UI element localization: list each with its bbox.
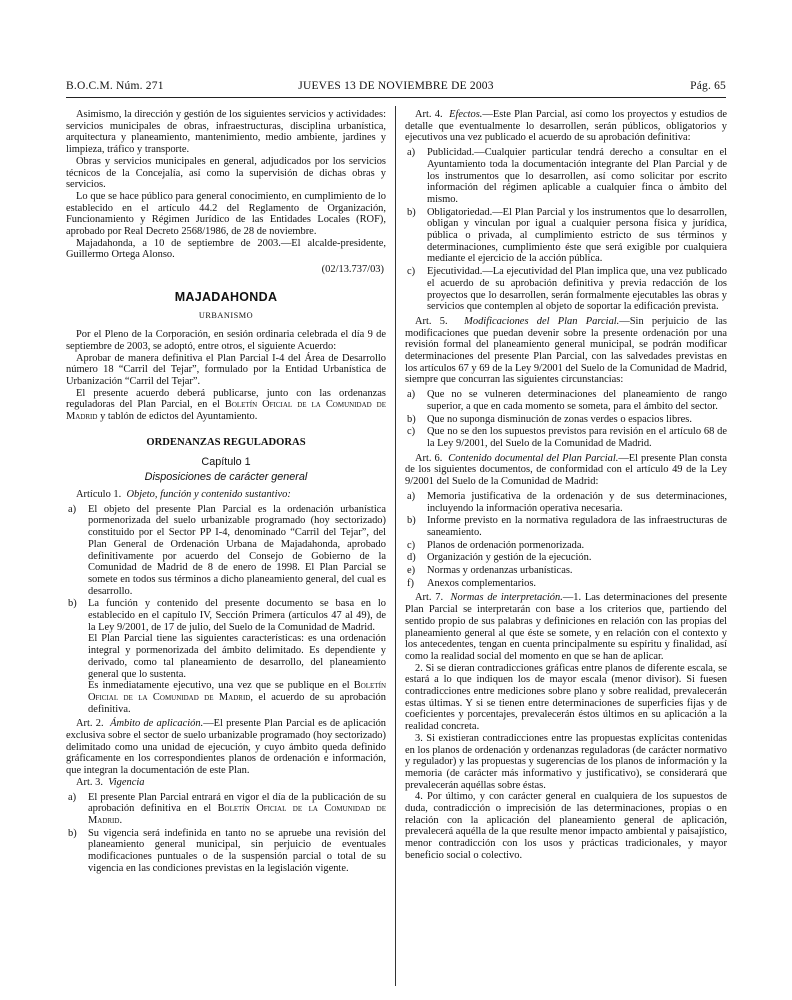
article-title: Vigencia [108,776,145,788]
article-title: Objeto, función y contenido sustantivo: [126,488,291,500]
item-label: b) [407,515,416,527]
item-label: d) [407,552,416,564]
chapter-title: Disposiciones de carácter general [144,471,308,484]
item-label: b) [68,598,77,610]
left-column [66,109,386,877]
item-text: Normas y ordenanzas urbanísticas. [427,565,573,577]
page-number: Pág. 65 [690,80,726,92]
paragraph: 2. Si se dieran contradicciones gráficas entre planos de diferente escala, se estará a lo que indiquen los de mayor escala (menor divisor). Si fuesen contradicciones entre mediciones sobre plano y sobre realidad, prevalecerán estas últimas. Y si se tienen entre determinaciones de superficies fijas y de coeficientes y porcentajes, prevalecerán éstos últimos en su aplicación a la realidad concreta. [405,662,727,733]
article-number: Art. 6. [415,452,443,464]
text-run: Es inmediatamente ejecutivo, una vez que se publique en el [88,680,354,692]
paragraph [66,388,386,423]
article-number: Art. 5. [415,315,448,327]
article-paragraph [405,316,727,386]
text-run: . [119,814,123,826]
article-5-items [405,389,727,450]
item-text: El objeto del presente Plan Parcial es la ordenación urbanística pormenorizada del suelo urbanizable programado (hoy sectorizado) constituido por el Sector PP I-4, denominado “Carril del Tejar”, del Plan General de Ordenación Urbana de Majadahonda, aprobado definitivamente por acuerdo del Consejo de Gobierno de la Comunidad de Madrid de 8 de enero de 1998. El Plan Parcial se somete en todos sus términos a dicho planeamiento general, del cual es desarrollo. [88,503,386,597]
item-label: a) [68,791,77,803]
paragraph: Asimismo, la dirección y gestión de los siguientes servicios y actividades: servicios municipales de obras, infraestructuras, disciplina urbanística, arquitectura y planeamiento, mantenimiento, medio ambiente, jardines y limpieza, tráfico y transporte. [66,109,386,156]
list-item [405,389,727,412]
article-title: Efectos. [449,109,483,120]
paragraph: 4. Por último, y con carácter general en cualquiera de los supuestos de duda, contradicción o imprecisión de las determinaciones, propias o en relación con la aplicación del planeamiento general de aplicación, prevalecerá aquélla de la que resulte menor impacto ambiental y paisajístico, menor contradicción con los usos y prácticas tradicionales, y mayor beneficio social o colectivo. [405,791,727,861]
article-heading [66,489,386,501]
article-text: —El presente Plan Parcial es de aplicación exclusiva sobre el sector de suelo urbanizable programado (hoy sectorizado) delimitado como una unidad de ejecución, y cuyo ámbito queda definido gráficamente en los correspondientes planos de ordenación e información, que integran la documentación de este Plan. [66,718,387,777]
list-item [405,266,727,313]
item-label: c) [407,539,416,551]
list-item [66,504,386,598]
item-label: a) [407,147,416,159]
article-text: —1. Las determinaciones del presente Plan Parcial se interpretarán con base a los criterios que, partiendo del sentido propio de sus palabras y definiciones en relación con las propias del planeamiento general al que éste se somete, y en relación con el contexto y los antecedentes, tengan en cuenta principalmente su espíritu y finalidad, así como la realidad social del momento en que se han de aplicar. [405,592,727,662]
boletin-name: Boletín Oficial de la Comunidad de Madrid [88,803,386,826]
item-text: Obligatoriedad.—El Plan Parcial y los instrumentos que lo desarrollen, obligan y vinculan por igual a cualquier persona física y jurídica, pública o privada, al cumplimiento estricto de sus términos y determinaciones, cumplimiento éste que será exigible por cualquiera mediante el ejercicio de la acción pública. [427,206,727,265]
article-title: Ámbito de aplicación. [110,718,204,730]
paragraph: 3. Si existieran contradicciones entre las propuestas explícitas contenidas en los planos de ordenación y ordenanzas reguladoras (de carácter normativo y regulador) y las propuestas y sugerencias de los planos de información y la memoria (de carácter más informativo y justificativo), se considerará que prevalecerán aquéllas sobre éstas. [405,732,727,791]
article-paragraph [405,109,727,144]
item-label: a) [407,389,416,401]
item-label: e) [407,565,416,577]
right-column [405,109,727,862]
item-paragraph [88,680,386,715]
article-number: Art. 3. [76,776,103,788]
item-paragraph: La función y contenido del presente documento se basa en lo establecido en el capítulo IV, Sección Primera (artículos 47 al 49), de la Ley 9/2001, de 17 de julio, del Suelo de la Comunidad de Madrid. [88,598,386,633]
item-text: Anexos complementarios. [427,577,536,589]
article-number: Art. 4. [415,109,443,120]
reference-number: (02/13.737/03) [321,264,384,276]
article-1-items [66,504,386,716]
item-text: Que no suponga disminución de zonas verdes o espacios libres. [427,413,692,425]
item-text: Memoria justificativa de la ordenación y de sus determinaciones, incluyendo la información operativa necesaria. [427,490,727,514]
publication-date: JUEVES 13 DE NOVIEMBRE DE 2003 [298,80,494,92]
item-label: a) [407,490,416,502]
list-item [405,578,727,590]
ordenanzas-heading: ORDENANZAS REGULADORAS [146,436,306,448]
article-text: —El presente Plan consta de los siguientes documentos, de conformidad con el artículo 49 de la Ley 9/2001 del Suelo de la Comunidad de Madrid: [405,452,727,488]
article-number: Art. 2. [76,718,104,730]
paragraph: Obras y servicios municipales en general, adjudicados por los servicios técnicos de la Concejalía, así como la supervisión de dichas obras y servicios. [66,155,386,191]
section-label: URBANISMO [198,310,254,320]
list-item [66,598,386,715]
paragraph: Aprobar de manera definitiva el Plan Parcial I-4 del Área de Desarrollo número 18 “Carril del Tejar”, formulado por la Entidad Urbanística de Urbanización “Carril del Tejar”. [66,352,386,388]
article-text: —Este Plan Parcial, así como los proyectos y estudios de detalle que eventualmente lo desarrollen, serán públicos, obligatorios y ejecutivos una vez publicado el acuerdo de su aprobación definitiva: [405,109,727,144]
article-title: Normas de interpretación. [450,592,563,604]
gazette-issue: B.O.C.M. Núm. 271 [66,80,164,92]
header-rule [66,97,726,98]
article-paragraph [405,453,727,488]
item-text: Que no se vulneren determinaciones del planeamiento de rango superior, a que en cada momento se someta, para el ámbito del sector. [427,389,727,412]
text-run: El presente Plan Parcial entrará en vigor el día de la publicación de su aprobación definitiva en el [88,791,386,815]
list-item [66,792,386,827]
article-number: Artículo 1. [76,488,122,500]
text-run: , el acuerdo de su aprobación definitiva. [88,691,386,715]
list-item [405,426,727,449]
text-run: El presente acuerdo deberá publicarse, junto con las ordenanzas reguladoras del Plan Parcial, en el [66,387,386,411]
item-text [88,598,386,715]
boletin-name: Boletín Oficial de la Comunidad de Madrid [88,680,386,703]
item-label: c) [407,266,416,278]
article-number: Art. 7. [415,592,444,604]
article-6-items [405,491,727,590]
list-item [405,207,727,266]
article-paragraph [405,592,727,662]
item-text: Que no se den los supuestos previstos para revisión en el artículo 68 de la Ley 9/2001, del Suelo de la Comunidad de Madrid. [427,426,727,449]
article-3-items [66,792,386,875]
item-text: Publicidad.—Cualquier particular tendrá derecho a consultar en el Ayuntamiento toda la documentación integrante del Plan Parcial y de los instrumentos que lo desarrollen, así como solicitar por escrito información del régimen aplicable a cualquier finca o ámbito del mismo. [427,147,727,205]
item-text: Ejecutividad.—La ejecutividad del Plan implica que, una vez publicado el acuerdo de su aprobación definitiva y previa redacción de los proyectos que lo desarrollen, serán formalmente ejecutables las obras y servicios que contemplen al objeto de soportar la edificación prevista. [427,266,727,313]
list-item [66,828,386,875]
paragraph: Lo que se hace público para general conocimiento, en cumplimiento de lo establecido en el artículo 44.2 del Reglamento de Organización, Funcionamiento y Régimen Jurídico de las Entidades Locales (ROF), aprobado por Real Decreto 2568/1986, de 28 de noviembre. [66,190,386,238]
item-label: a) [68,503,77,515]
item-text: Informe previsto en la normativa reguladora de las infraestructuras de saneamiento. [427,515,727,538]
signature-paragraph: Majadahonda, a 10 de septiembre de 2003.—El alcalde-presidente, Guillermo Ortega Alonso. [66,237,386,261]
municipality-title: MAJADAHONDA [174,289,278,304]
item-label: b) [407,413,416,425]
item-paragraph: El Plan Parcial tiene las siguientes características: es una ordenación integral y pormenorizada del ámbito delimitado. Es dependiente y derivado, como tal planeamiento de desarrollo, del planeamiento general que lo sustenta. [88,633,386,680]
list-item [405,515,727,538]
paragraph: Por el Pleno de la Corporación, en sesión ordinaria celebrada el día 9 de septiembre de 2003, se adoptó, entre otros, el siguiente Acuerdo: [66,329,386,352]
list-item [405,552,727,564]
item-text: Planos de ordenación pormenorizada. [427,539,585,551]
article-paragraph [66,718,386,777]
article-heading [66,777,386,789]
item-label: c) [407,426,416,438]
list-item [405,491,727,514]
item-text [88,792,386,827]
item-label: b) [68,827,77,839]
list-item [405,540,727,552]
list-item [405,565,727,577]
boletin-name: Boletín Oficial de la Comunidad de Madrid [66,399,386,423]
item-label: f) [407,577,414,589]
item-label: b) [407,206,416,218]
article-text: —Sin perjuicio de las modificaciones que puedan devenir sobre la presente ordenación por una revisión formal del planeamiento general municipal, se podrán modificar determinaciones del presente Plan Parcial, con las salvedades previstas en los artículos 67 y 69 de la Ley 9/2001 del Suelo de la Comunidad de Madrid, siempre que concurran las siguientes circunstancias: [405,315,727,386]
text-run: y tablón de edictos del Ayuntamiento. [97,411,258,423]
article-4-items [405,147,727,313]
article-title: Contenido documental del Plan Parcial. [448,452,619,464]
article-title: Modificaciones del Plan Parcial. [464,315,620,327]
list-item [405,414,727,426]
item-text: Organización y gestión de la ejecución. [427,552,592,564]
item-text: Su vigencia será indefinida en tanto no se apruebe una revisión del planeamiento general municipal, sin perjuicio de eventuales modificaciones puntuales o de la suspensión parcial o total de su vigencia en las condiciones previstas en la legislación vigente. [88,827,386,874]
page-header [66,80,726,94]
list-item [405,147,727,206]
chapter-label: Capítulo 1 [201,455,251,468]
column-divider [395,106,396,986]
